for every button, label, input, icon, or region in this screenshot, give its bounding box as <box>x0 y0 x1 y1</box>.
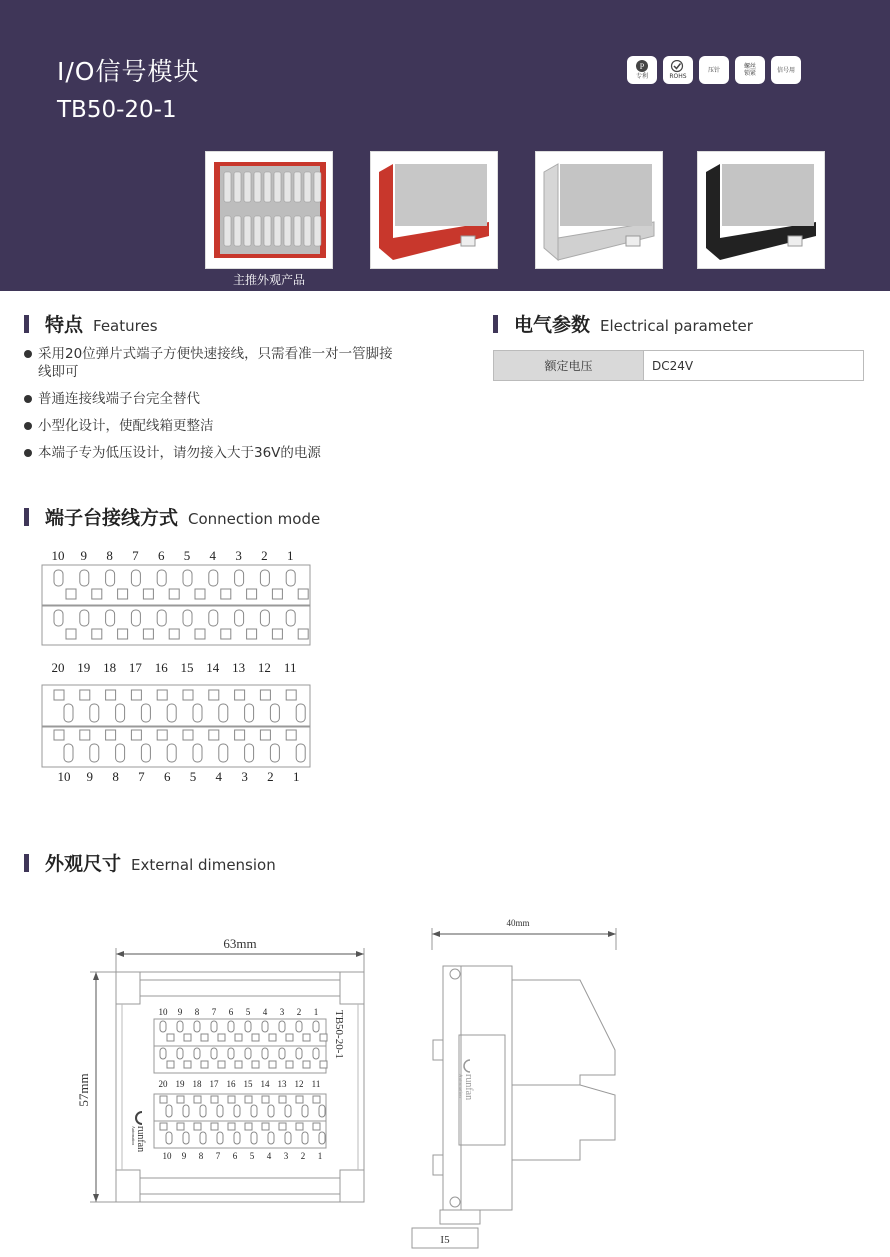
terminal-label: 9 <box>177 1007 183 1017</box>
terminal-button <box>118 629 128 639</box>
terminal-slot <box>106 570 115 586</box>
terminal-label: 3 <box>283 1151 289 1161</box>
terminal-slot <box>296 704 305 722</box>
product-photo-black-angle <box>697 151 825 269</box>
screw-lock-icon: 螺丝锁紧 <box>735 56 765 84</box>
terminal-label: 8 <box>112 769 119 784</box>
svg-text:P: P <box>639 62 645 71</box>
terminal-slot <box>286 570 295 586</box>
svg-text:Automation: Automation <box>131 1126 136 1146</box>
terminal-slot <box>54 570 63 586</box>
terminal-label: 11 <box>311 1079 321 1089</box>
features-title-en: Features <box>93 317 158 335</box>
terminal-button <box>106 690 116 700</box>
heading-bar <box>24 854 29 872</box>
terminal-slot <box>245 704 254 722</box>
terminal-button <box>157 730 167 740</box>
width-label: 63mm <box>223 936 257 951</box>
terminal-label: 2 <box>296 1007 302 1017</box>
terminal-button <box>106 730 116 740</box>
terminal-slot <box>209 610 218 626</box>
connection-title-zh: 端子台接线方式 <box>45 507 179 529</box>
model-label: TB50-20-1 <box>333 1010 345 1059</box>
side-bottom-label: I5 <box>440 1234 450 1246</box>
terminal-label: 16 <box>226 1079 236 1089</box>
terminal-button <box>131 730 141 740</box>
terminal-button <box>286 730 296 740</box>
terminal-label: 10 <box>162 1151 172 1161</box>
terminal-label: 14 <box>206 660 220 675</box>
photo-caption: 主推外观产品 <box>232 273 305 287</box>
side-logo <box>457 1060 474 1100</box>
terminal-slot <box>260 570 269 586</box>
terminal-slot <box>64 704 73 722</box>
terminal-button <box>131 690 141 700</box>
terminal-label: 2 <box>261 548 268 563</box>
terminal-button <box>169 629 179 639</box>
terminal-label: 19 <box>175 1079 185 1089</box>
terminal-label: 20 <box>51 660 65 675</box>
terminal-label: 19 <box>77 660 91 675</box>
terminal-button <box>92 589 102 599</box>
terminal-button <box>195 629 205 639</box>
list-item: 本端子专为低压设计，请勿接入大于36V的电源 <box>24 444 404 462</box>
terminal-button <box>143 629 153 639</box>
terminal-button <box>157 690 167 700</box>
terminal-label: 18 <box>103 660 117 675</box>
terminal-button <box>221 629 231 639</box>
terminal-label: 1 <box>317 1151 323 1161</box>
terminal-label: 1 <box>292 769 300 784</box>
terminal-slot <box>183 610 192 626</box>
terminal-slot <box>80 570 89 586</box>
terminal-label: 13 <box>277 1079 287 1089</box>
features-title-zh: 特点 <box>45 314 84 336</box>
terminal-label: 5 <box>189 769 197 784</box>
terminal-label: 4 <box>262 1007 268 1017</box>
terminal-button <box>66 629 76 639</box>
terminal-label: 3 <box>235 548 242 563</box>
parameter-key: 额定电压 <box>494 351 644 380</box>
terminal-slot <box>245 744 254 762</box>
terminal-label: 20 <box>158 1079 168 1089</box>
terminal-button <box>183 690 193 700</box>
terminal-button <box>272 629 282 639</box>
heading-bar <box>24 508 29 526</box>
terminal-label: 12 <box>257 660 271 675</box>
terminal-label: 18 <box>192 1079 202 1089</box>
terminal-label: 13 <box>232 660 246 675</box>
svg-text:runfan: runfan <box>135 1126 146 1153</box>
connection-heading <box>24 503 320 530</box>
dimension-heading <box>24 849 276 876</box>
terminal-label: 4 <box>266 1151 272 1161</box>
terminal-label: 6 <box>163 769 171 784</box>
terminal-label: 9 <box>80 548 88 563</box>
terminal-label: 7 <box>215 1151 221 1161</box>
terminal-button <box>54 690 64 700</box>
terminal-button <box>118 589 128 599</box>
terminal-label: 1 <box>286 548 294 563</box>
terminal-slot <box>260 610 269 626</box>
parameter-value: DC24V <box>652 358 694 373</box>
terminal-label: 7 <box>211 1007 217 1017</box>
terminal-slot <box>54 610 63 626</box>
terminal-button <box>235 730 245 740</box>
terminal-label: 17 <box>209 1079 219 1089</box>
terminal-slot <box>141 704 150 722</box>
terminal-button <box>272 589 282 599</box>
terminal-slot <box>141 744 150 762</box>
front-view-outline <box>116 972 364 1202</box>
dimension-title-en: External dimension <box>131 856 276 874</box>
terminal-slot <box>286 610 295 626</box>
terminal-slot <box>270 704 279 722</box>
product-photo-red-angle <box>370 151 498 269</box>
electrical-title-en: Electrical parameter <box>600 317 753 335</box>
terminal-slot <box>157 570 166 586</box>
terminal-button <box>54 730 64 740</box>
features-list <box>24 345 404 471</box>
terminal-button <box>221 589 231 599</box>
terminal-label: 17 <box>128 660 142 675</box>
list-item: 小型化设计，使配线箱更整洁 <box>24 417 404 435</box>
terminal-label: 3 <box>241 769 248 784</box>
terminal-button <box>66 589 76 599</box>
terminal-slot <box>270 744 279 762</box>
terminal-label: 15 <box>243 1079 253 1089</box>
terminal-label: 5 <box>245 1007 251 1017</box>
header-banner <box>0 0 890 291</box>
terminal-slot <box>183 570 192 586</box>
terminal-label: 15 <box>180 660 194 675</box>
terminal-label: 10 <box>57 769 71 784</box>
list-item: 采用20位弹片式端子方便快速接线，只需看准一对一管脚接线即可 <box>24 345 404 381</box>
heading-bar <box>24 315 29 333</box>
terminal-slot <box>80 610 89 626</box>
terminal-button <box>195 589 205 599</box>
terminal-label: 7 <box>138 769 145 784</box>
terminal-label: 12 <box>294 1079 304 1089</box>
terminal-button <box>298 589 308 599</box>
terminal-label: 10 <box>158 1007 168 1017</box>
electrical-title-zh: 电气参数 <box>514 314 591 336</box>
terminal-label: 4 <box>209 548 217 563</box>
terminal-slot <box>157 610 166 626</box>
parameter-table-row <box>493 350 864 381</box>
terminal-slot <box>219 744 228 762</box>
terminal-label: 3 <box>279 1007 285 1017</box>
terminal-label: 8 <box>106 548 113 563</box>
terminal-slot <box>90 744 99 762</box>
product-model: TB50-20-1 <box>57 97 177 123</box>
terminal-label: 6 <box>232 1151 238 1161</box>
terminal-button <box>260 730 270 740</box>
terminal-slot <box>193 704 202 722</box>
terminal-label: 2 <box>267 769 274 784</box>
terminal-button <box>80 730 90 740</box>
terminal-button <box>80 690 90 700</box>
terminal-slot <box>193 744 202 762</box>
terminal-button <box>286 690 296 700</box>
terminal-slot <box>167 704 176 722</box>
terminal-slot <box>167 744 176 762</box>
product-photo-red-front <box>205 151 333 269</box>
dimension-drawing <box>0 910 890 1250</box>
terminal-label: 5 <box>183 548 191 563</box>
terminal-slot <box>219 704 228 722</box>
terminal-label: 6 <box>157 548 165 563</box>
badge-row <box>627 56 801 84</box>
terminal-label: 8 <box>194 1007 200 1017</box>
press-pin-icon: 压针 <box>699 56 729 84</box>
terminal-label: 10 <box>51 548 65 563</box>
product-photo-gray-angle <box>535 151 663 269</box>
terminal-button <box>183 730 193 740</box>
product-title: I/O信号模块 <box>57 57 200 86</box>
terminal-button <box>247 589 257 599</box>
terminal-button <box>298 629 308 639</box>
terminal-label: 5 <box>249 1151 255 1161</box>
signal-icon: 信号用 <box>771 56 801 84</box>
terminal-label: 16 <box>154 660 168 675</box>
terminal-label: 7 <box>132 548 139 563</box>
connection-diagram <box>0 540 890 790</box>
terminal-slot <box>64 744 73 762</box>
svg-text:runfan: runfan <box>463 1074 474 1101</box>
terminal-slot <box>106 610 115 626</box>
terminal-slot <box>131 610 140 626</box>
terminal-slot <box>116 704 125 722</box>
terminal-slot <box>235 570 244 586</box>
terminal-slot <box>209 570 218 586</box>
rohs-icon: ROHS <box>663 56 693 84</box>
terminal-label: 9 <box>86 769 94 784</box>
list-item: 普通连接线端子台完全替代 <box>24 390 404 408</box>
terminal-button <box>209 730 219 740</box>
terminal-button <box>235 690 245 700</box>
terminal-slot <box>296 744 305 762</box>
terminal-button <box>92 629 102 639</box>
terminal-label: 4 <box>215 769 223 784</box>
terminal-slot <box>235 610 244 626</box>
svg-text:Automation: Automation <box>457 1074 462 1098</box>
features-heading <box>24 310 158 337</box>
terminal-label: 14 <box>260 1079 270 1089</box>
terminal-label: 8 <box>198 1151 204 1161</box>
terminal-label: 11 <box>283 660 297 675</box>
patent-icon: P 专利 <box>627 56 657 84</box>
terminal-slot <box>131 570 140 586</box>
terminal-label: 6 <box>228 1007 234 1017</box>
height-label: 57mm <box>76 1073 91 1107</box>
connection-title-en: Connection mode <box>188 510 321 528</box>
terminal-button <box>260 690 270 700</box>
side-width-label: 40mm <box>506 918 530 928</box>
heading-bar <box>493 315 498 333</box>
terminal-button <box>169 589 179 599</box>
electrical-heading <box>493 310 753 337</box>
terminal-button <box>247 629 257 639</box>
terminal-slot <box>116 744 125 762</box>
dimension-title-zh: 外观尺寸 <box>45 853 122 875</box>
terminal-button <box>209 690 219 700</box>
terminal-label: 9 <box>181 1151 187 1161</box>
terminal-slot <box>90 704 99 722</box>
terminal-label: 1 <box>313 1007 319 1017</box>
terminal-label: 2 <box>300 1151 306 1161</box>
terminal-button <box>143 589 153 599</box>
